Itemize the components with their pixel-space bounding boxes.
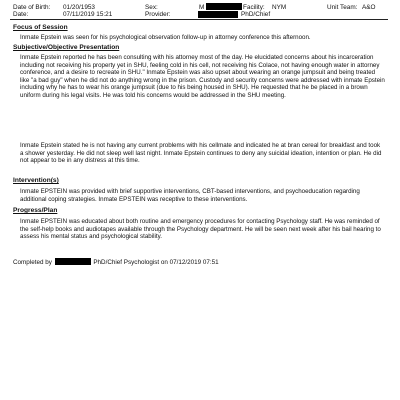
provider-name-redaction: [198, 11, 238, 18]
unit-team-value: A&O: [362, 4, 376, 11]
completed-by-redaction: [55, 258, 91, 265]
section-heading-subjective: Subjective/Objective Presentation: [13, 44, 120, 51]
completed-by-title: PhD/Chief Psychologist on 07/12/2019 07:51: [93, 259, 219, 266]
interventions-paragraph: Inmate EPSTEIN was provided with brief supportive interventions, CBT-based interventions, and psychoeducation regarding additional coping strategies. Inmate EPSTEIN was receptive to these interventions.: [20, 188, 360, 203]
provider-value: PhD/Chief: [241, 11, 271, 18]
facility-label: Facility:: [243, 4, 265, 11]
dob-label: Date of Birth:: [13, 4, 51, 11]
subjective-paragraph-2: Inmate Epstein stated he is not having any current problems with his cellmate and indicated he at bran cereal for breakfast and took a shower yesterday. He did not sleep well last night. Inmate Epstein continues to deny any suicidal ideation, intention or plan. He did not appear to be in any distress at this time.: [20, 142, 382, 165]
sex-value: M: [199, 4, 205, 11]
section-heading-focus: Focus of Session: [13, 24, 68, 31]
unit-team-label: Unit Team:: [327, 4, 358, 11]
date-label: Date:: [13, 11, 29, 18]
sex-label: Sex:: [145, 4, 158, 11]
completed-by-label: Completed by: [13, 259, 52, 266]
dob-value: 01/20/1953: [63, 4, 95, 11]
focus-paragraph: Inmate Epstein was seen for his psychological observation follow-up in attorney conference this afternoon.: [20, 34, 311, 41]
section-heading-interventions: Intervention(s): [13, 177, 59, 184]
subjective-paragraph-1: Inmate Epstein reported he has been consulting with his attorney most of the day. He elucidated concerns about his incarceration including not receiving his property yet in SHU, feeling cold in his cell, not receiving his Colace, not having enough water in attorney conference, and a desire to recreate in SHU." Inmate Epstein was also upset about wearing an orange jumpsuit and being treated like "a bad guy" when he did not do anything wrong in the prison. Custody and security concerns were addressed with inmate Epstein including why he has to wear his orange jumpsuit (due to his being housed in SHU). He requested that he be placed in a brown uniform during his legal visits. He was told his concerns would be addressed in the SHU meeting.: [20, 54, 385, 99]
section-heading-progress: Progress/Plan: [13, 207, 58, 214]
provider-label: Provider:: [145, 11, 171, 18]
header-redaction: [206, 3, 242, 10]
date-value: 07/11/2019 15:21: [63, 11, 113, 18]
facility-value: NYM: [272, 4, 287, 11]
completed-by-line: [13, 258, 219, 267]
header-divider: [10, 19, 388, 20]
progress-paragraph: Inmate EPSTEIN was educated about both routine and emergency procedures for contacting Psychology staff. He was reminded of the self-help books and audiotapes available through the Psychology department. He will be seen next week after his bail hearing to assess his mental status and psychological stability.: [20, 218, 381, 241]
